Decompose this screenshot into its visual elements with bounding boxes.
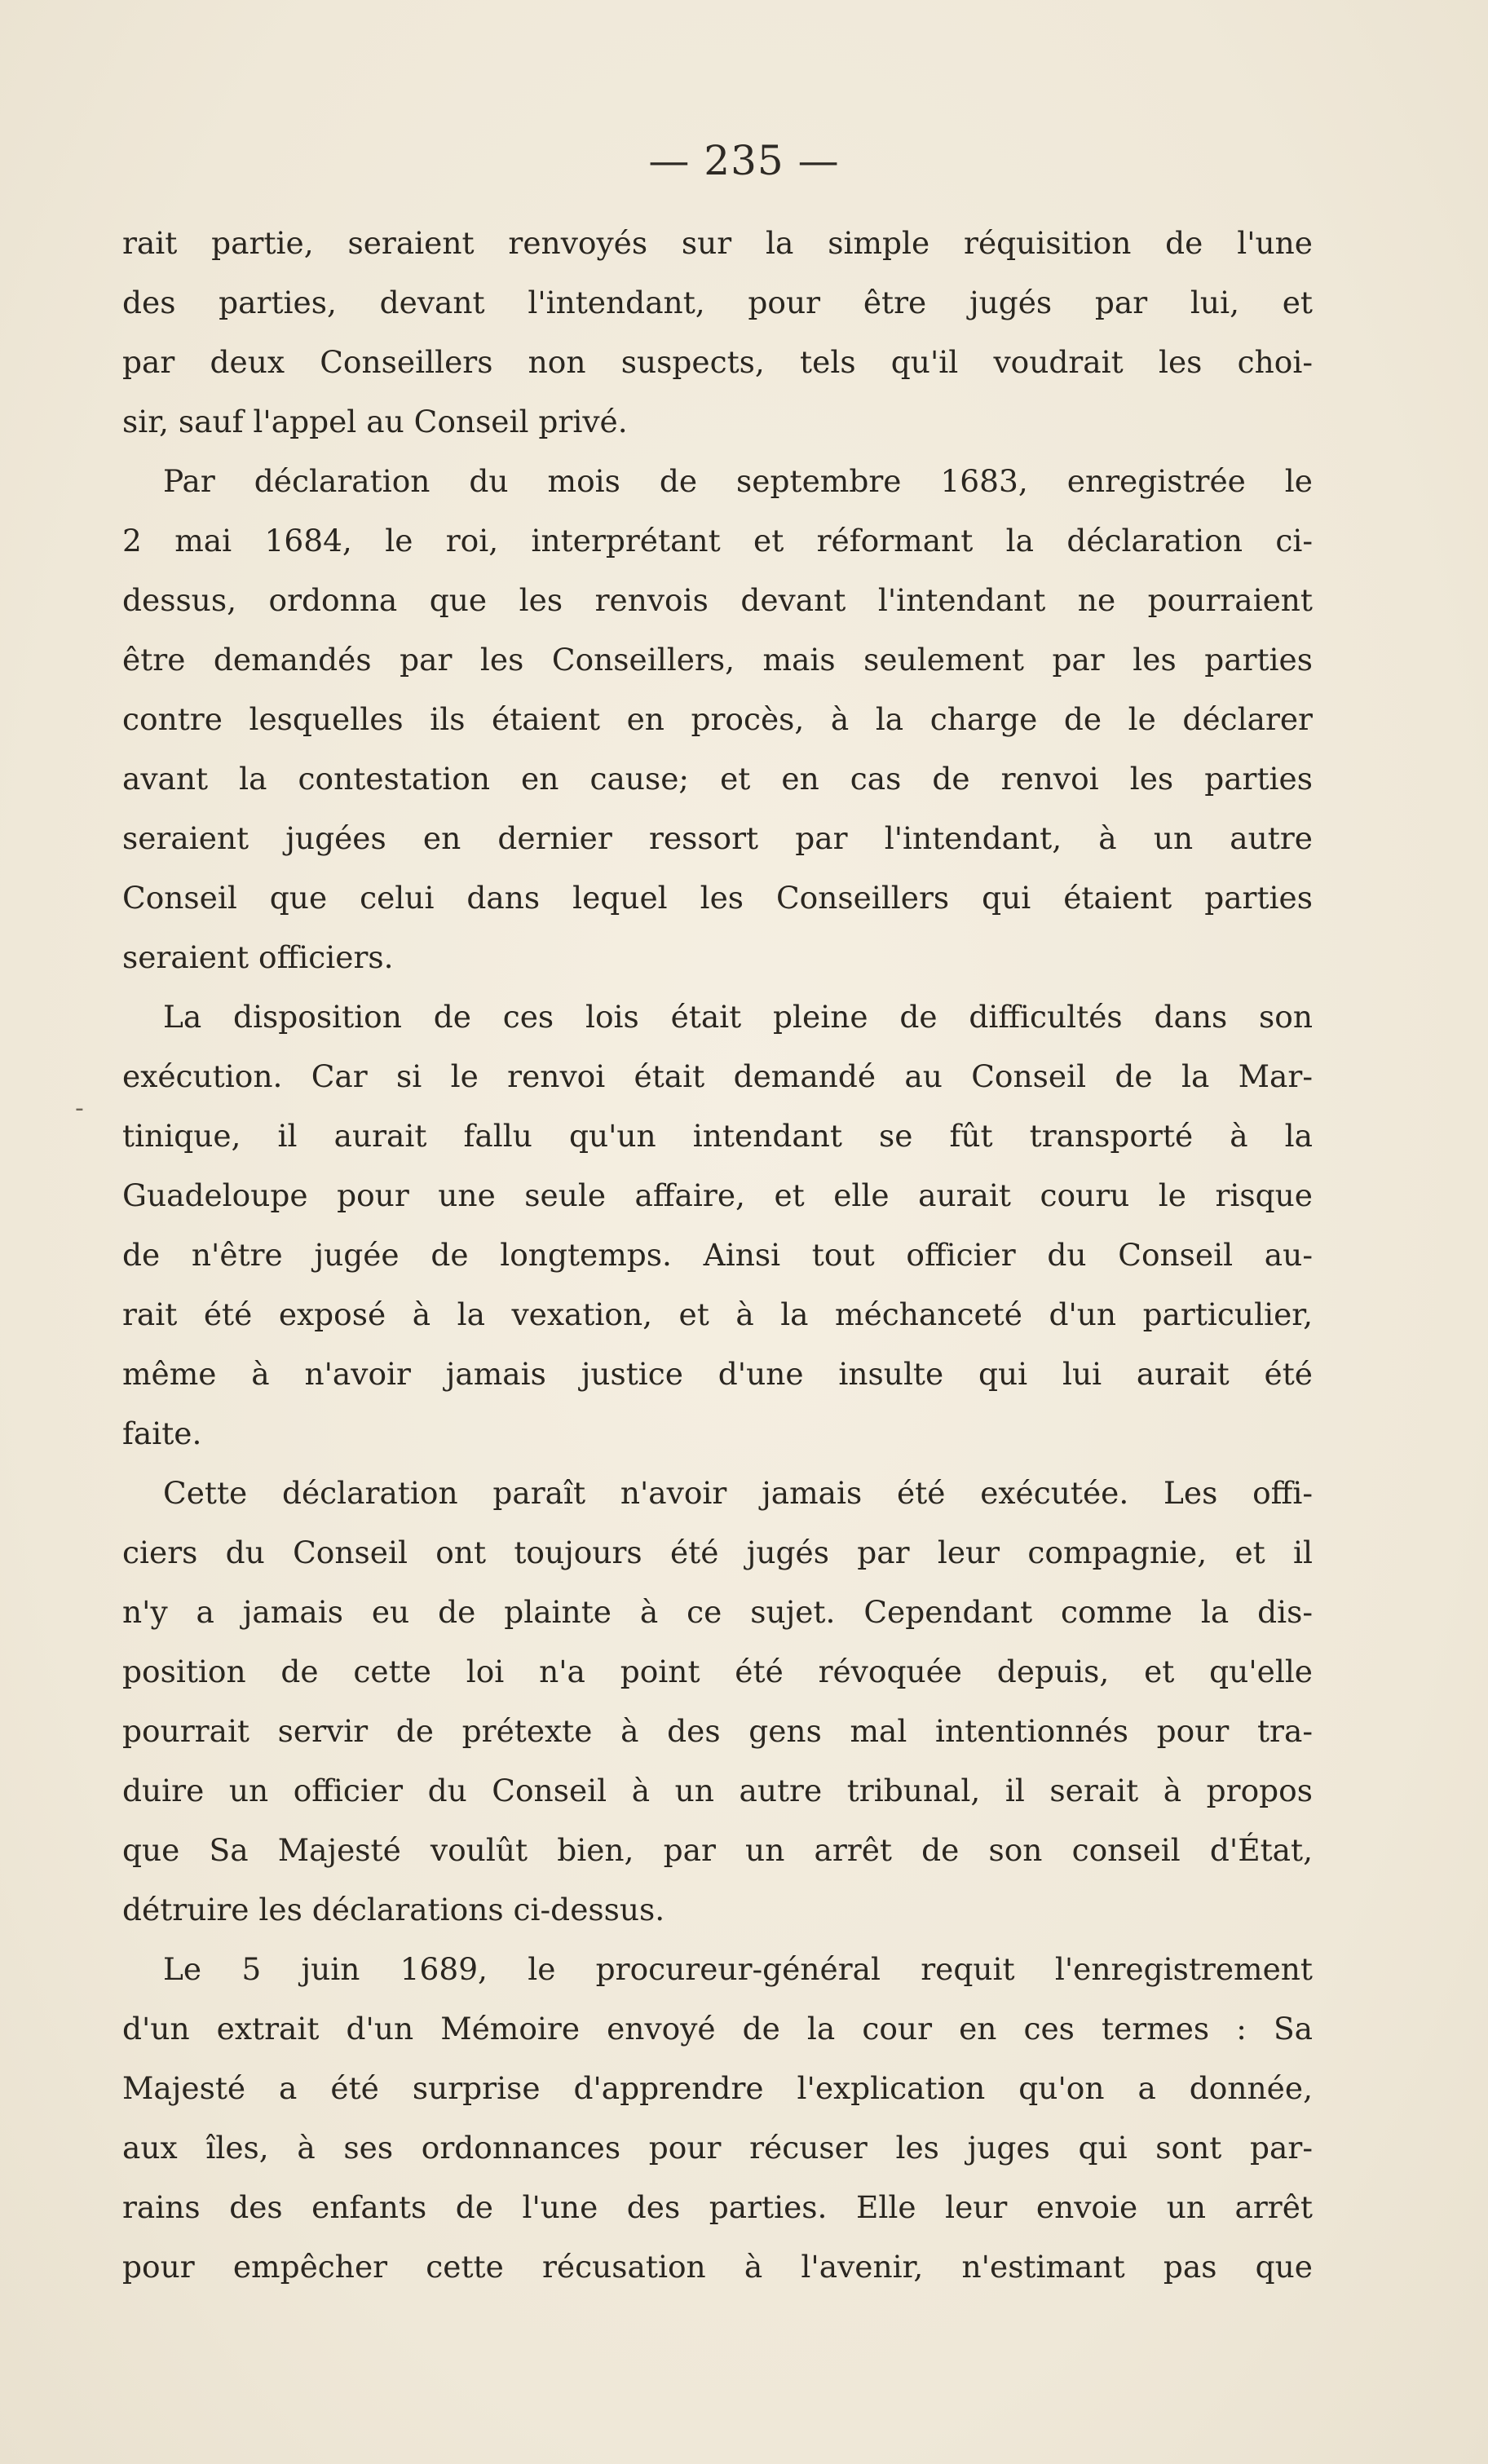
text-line: détruire les déclarations ci-dessus. <box>122 1892 665 1927</box>
text-line: pour empêcher cette récusation à l'avenir, n'estimant pas que <box>122 2249 1313 2285</box>
paragraph-first-line: Le 5 juin 1689, le procureur-général requit l'enregistrement <box>163 1951 1313 1987</box>
text-line: d'un extrait d'un Mémoire envoyé de la cour en ces termes : Sa <box>122 2011 1313 2047</box>
text-line: tinique, il aurait fallu qu'un intendant se fût transporté à la <box>122 1118 1313 1154</box>
text-line: seraient officiers. <box>122 939 394 975</box>
text-line: aux îles, à ses ordonnances pour récuser les juges qui sont par- <box>122 2130 1313 2166</box>
text-line: de n'être jugée de longtemps. Ainsi tout officier du Conseil au- <box>122 1237 1313 1273</box>
text-line: exécution. Car si le renvoi était demandé au Conseil de la Mar- <box>122 1058 1313 1094</box>
text-line: Majesté a été surprise d'apprendre l'explication qu'on a donnée, <box>122 2070 1313 2106</box>
text-line: des parties, devant l'intendant, pour être jugés par lui, et <box>122 285 1313 320</box>
text-line: position de cette loi n'a point été révoquée depuis, et qu'elle <box>122 1654 1313 1689</box>
text-line: ciers du Conseil ont toujours été jugés par leur compagnie, et il <box>122 1534 1313 1570</box>
text-line: seraient jugées en dernier ressort par l'intendant, à un autre <box>122 820 1313 856</box>
body-text <box>122 214 1313 2297</box>
text-line: que Sa Majesté voulût bien, par un arrêt de son conseil d'État, <box>122 1832 1313 1868</box>
text-line: Conseil que celui dans lequel les Conseillers qui étaient parties <box>122 880 1313 916</box>
text-line: n'y a jamais eu de plainte à ce sujet. Cependant comme la dis- <box>122 1594 1313 1630</box>
text-line: 2 mai 1684, le roi, interprétant et réformant la déclaration ci- <box>122 523 1313 559</box>
text-line: être demandés par les Conseillers, mais seulement par les parties <box>122 642 1313 678</box>
paragraph-first-line: La disposition de ces lois était pleine de difficultés dans son <box>163 999 1313 1035</box>
text-line: contre lesquelles ils étaient en procès, à la charge de le déclarer <box>122 701 1313 737</box>
text-line: par deux Conseillers non suspects, tels qu'il voudrait les choi- <box>122 344 1313 380</box>
text-line: sir, sauf l'appel au Conseil privé. <box>122 404 628 439</box>
text-line: rains des enfants de l'une des parties. Elle leur envoie un arrêt <box>122 2189 1313 2225</box>
paragraph-first-line: Par déclaration du mois de septembre 1683, enregistrée le <box>163 463 1313 499</box>
paragraph-first-line: Cette déclaration paraît n'avoir jamais été exécutée. Les offi- <box>163 1475 1313 1511</box>
text-line: Guadeloupe pour une seule affaire, et elle aurait couru le risque <box>122 1177 1313 1213</box>
text-line: faite. <box>122 1415 202 1451</box>
text-line: rait été exposé à la vexation, et à la méchanceté d'un particulier, <box>122 1296 1313 1332</box>
text-line: dessus, ordonna que les renvois devant l'intendant ne pourraient <box>122 582 1313 618</box>
text-line: duire un officier du Conseil à un autre tribunal, il serait à propos <box>122 1773 1313 1808</box>
text-line: même à n'avoir jamais justice d'une insulte qui lui aurait été <box>122 1356 1313 1392</box>
margin-mark: - <box>75 1094 84 1123</box>
text-line: rait partie, seraient renvoyés sur la simple réquisition de l'une <box>122 225 1313 261</box>
text-line: avant la contestation en cause; et en cas de renvoi les parties <box>122 761 1313 797</box>
text-line: pourrait servir de prétexte à des gens mal intentionnés pour tra- <box>122 1713 1313 1749</box>
page-number-header: — 235 — <box>648 137 840 184</box>
